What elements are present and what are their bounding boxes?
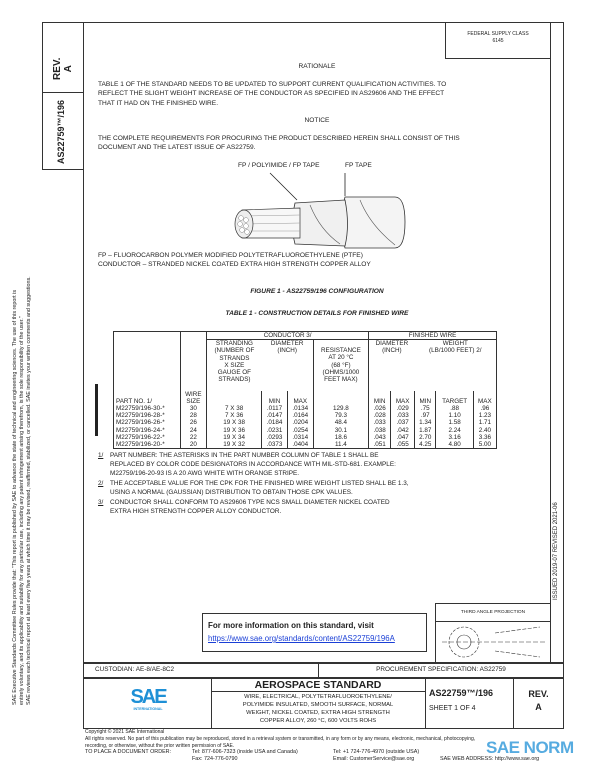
table-cell: .042 — [391, 427, 415, 434]
h-wire: WIRE SIZE — [180, 391, 207, 405]
table-cell: 1.71 — [473, 419, 496, 426]
table-cell: 20 — [180, 441, 207, 449]
h-stranding: STRANDING (NUMBER OF STRANDS X SIZE GAUGE OF STRANDS) — [207, 340, 262, 391]
table-cell: 24 — [180, 427, 207, 434]
table-cell: .96 — [473, 405, 496, 412]
h-max: MAX — [391, 391, 415, 405]
title-doc-number: AS22759™/196 — [429, 688, 494, 698]
wire-illustration — [220, 170, 420, 255]
table-cell: 26 — [180, 419, 207, 426]
table-cell: 4.25 — [415, 441, 436, 449]
rationale-title: RATIONALE — [298, 63, 336, 70]
table-cell: .047 — [391, 434, 415, 441]
construction-table — [113, 331, 497, 449]
label-outer-tape: FP TAPE — [345, 162, 372, 169]
sae-logo: SAE INTERNATIONAL — [130, 686, 166, 711]
table-cell: M22759/196-20-* — [114, 441, 181, 449]
order-label: TO PLACE A DOCUMENT ORDER: — [85, 749, 172, 755]
table-cell: M22759/196-22-* — [114, 434, 181, 441]
notice-title: NOTICE — [304, 117, 330, 124]
figure-legend: FP – FLUOROCARBON POLYMER MODIFIED POLYTETRAFLUOROETHYLENE (PTFE) CONDUCTOR – STRANDED NICKEL COATED EXTRA HIGH STRENGTH COPPER ALLOY — [98, 252, 371, 269]
table-cell: .0164 — [287, 412, 313, 419]
side-doc-number: AS22759™/196 — [56, 99, 66, 164]
table-cell: M22759/196-26-* — [114, 419, 181, 426]
table-cell: 129.8 — [313, 405, 369, 412]
notice-text: THE COMPLETE REQUIREMENTS FOR PROCURING THE PRODUCT DESCRIBED HEREIN SHALL CONSIST OF THIS DOCUMENT AND THE LATEST ISSUE OF AS22759. — [98, 135, 460, 152]
table-row — [114, 419, 497, 426]
projection-label: THIRD ANGLE PROJECTION — [460, 610, 526, 615]
watermark: SAE NORM — [486, 738, 574, 757]
third-angle-projection-icon — [440, 623, 550, 661]
h-resistance: RESISTANCE AT 20 °C (68 °F) (OHMS/1000 FEET MAX) — [313, 340, 369, 391]
table-cell: 19 X 36 — [207, 427, 262, 434]
footnote-2: 2/ THE ACCEPTABLE VALUE FOR THE CPK FOR THE FINISHED WIRE WEIGHT LISTED SHALL BE 1.3, USING A NORMAL (GAUSSIAN) DISTRIBUTION TO OBTAIN THOSE CPK VALUES. — [98, 480, 409, 496]
table-cell: .0117 — [262, 405, 288, 412]
h-max: MAX — [287, 391, 313, 405]
h-weight: WEIGHT (LB/1000 FEET) 2/ — [415, 340, 497, 355]
rationale-text: TABLE 1 OF THE STANDARD NEEDS TO BE UPDATED TO SUPPORT CURRENT QUALIFICATION ACTIVITIES. TO REFLECT THE SLIGHT WEIGHT INCREASE OF THE CONDUCTOR AS SPECIFIED IN AS29606 AND THE EFFECT THAT IT HAD ON THE FINISHED WIRE. — [98, 81, 447, 107]
table-row — [114, 441, 497, 449]
table-cell: 1.87 — [415, 427, 436, 434]
table-cell: 2.40 — [473, 427, 496, 434]
table-cell: .0314 — [287, 434, 313, 441]
table-cell: M22759/196-28-* — [114, 412, 181, 419]
table-cell: 5.00 — [473, 441, 496, 449]
table-cell: .038 — [369, 427, 391, 434]
table-cell: 1.10 — [436, 412, 473, 419]
aerospace-standard-heading: AEROSPACE STANDARD — [254, 679, 382, 691]
table-row — [114, 412, 497, 419]
table-cell: 3.16 — [436, 434, 473, 441]
table-cell: .0204 — [287, 419, 313, 426]
table-cell: 22 — [180, 434, 207, 441]
h-part: PART NO. 1/ — [114, 391, 181, 405]
custodian: CUSTODIAN: AE-8/AE-8C2 — [95, 666, 175, 673]
table-row — [114, 434, 497, 441]
table-cell: 2.24 — [436, 427, 473, 434]
table-row — [114, 405, 497, 412]
table-cell: .043 — [369, 434, 391, 441]
table-cell: 30 — [180, 405, 207, 412]
table-cell: 1.58 — [436, 419, 473, 426]
table-cell: .026 — [369, 405, 391, 412]
figure-caption: FIGURE 1 - AS22759/196 CONFIGURATION — [250, 288, 384, 295]
table-cell: .0147 — [262, 412, 288, 419]
table-cell: .028 — [369, 412, 391, 419]
table-cell: 11.4 — [313, 441, 369, 449]
table-cell: .037 — [391, 419, 415, 426]
change-bar — [95, 384, 98, 436]
footnote-1: 1/ PART NUMBER: THE ASTERISKS IN THE PART NUMBER COLUMN OF TABLE 1 SHALL BE REPLACED BY COLOR CODE DESIGNATORS IN ACCORDANCE WITH MIL-STD-681. EXAMPLE: M22759/196-20-93 IS A 20 AWG WHITE WITH ORANGE STRIPE. — [98, 452, 396, 477]
label-inner-tape: FP / POLYIMIDE / FP TAPE — [238, 162, 320, 169]
table-cell: 3.36 — [473, 434, 496, 441]
h-max: MAX — [473, 391, 496, 405]
table-cell: .75 — [415, 405, 436, 412]
table-cell: .033 — [391, 412, 415, 419]
fsc: FEDERAL SUPPLY CLASS 6145 — [467, 31, 529, 44]
table-cell: .033 — [369, 419, 391, 426]
title-description: WIRE, ELECTRICAL, POLYTETRAFLUOROETHYLENE/ POLYIMIDE INSULATED, SMOOTH SURFACE, NORMAL WEIGHT, NICKEL COATED, EXTRA HIGH STRENGTH COPPER ALLOY, 260 °C, 600 VOLTS ROHS — [242, 694, 394, 724]
h-min: MIN — [262, 391, 288, 405]
h-min: MIN — [369, 391, 391, 405]
sheet-number: SHEET 1 OF 4 — [429, 705, 476, 712]
table-cell: 4.80 — [436, 441, 473, 449]
table-cell: .0184 — [262, 419, 288, 426]
table-cell: 2.70 — [415, 434, 436, 441]
group-conductor: CONDUCTOR 3/ — [207, 332, 369, 340]
table-cell: .051 — [369, 441, 391, 449]
table-caption: TABLE 1 - CONSTRUCTION DETAILS FOR FINISHED WIRE — [225, 310, 409, 317]
table-cell: 1.23 — [473, 412, 496, 419]
h-min: MIN — [415, 391, 436, 405]
table-cell: M22759/196-24-* — [114, 427, 181, 434]
title-rev: REV. A — [528, 689, 549, 712]
order-intl: Tel: +1 724-776-4970 (outside USA) Email: CustomerService@sae.org — [333, 749, 420, 762]
table-cell: 7 X 38 — [207, 405, 262, 412]
disclaimer: SAE Executive Standards Committee Rules provide that: "This report is published by SAE to advance the state of technical and engineering sciences. The use of this report is entirely voluntary, and its applicability and suitability for any particular use, including any patent infringement arising therefrom, is the sole responsibility of the user." SAE reviews each technical report at least every five years at which time it may be revised, reaffirmed, stabilized, or cancelled. SAE invites your written comments and suggestions. — [12, 276, 32, 705]
group-finished: FINISHED WIRE — [369, 332, 497, 340]
h-diameter: DIAMETER (INCH) — [262, 340, 313, 355]
table-row — [114, 427, 497, 434]
table-cell: 19 X 32 — [207, 441, 262, 449]
side-rev: REV. A — [52, 57, 74, 80]
order-phone: Tel: 877-606-7323 (inside USA and Canada) Fax: 724-776-0790 — [192, 749, 298, 762]
table-cell: 1.34 — [415, 419, 436, 426]
table-cell: 18.6 — [313, 434, 369, 441]
table-cell: 30.1 — [313, 427, 369, 434]
table-cell: 19 X 34 — [207, 434, 262, 441]
copyright: Copyright © 2021 SAE International All rights reserved. No part of this publication may be reproduced, stored in a retrieval system or transmitted, in any form or by any means, electronic, mechanical, photocopying, recording, or otherwise, without the prior written permission of SAE. — [85, 729, 476, 749]
footnote-3: 3/ CONDUCTOR SHALL CONFORM TO AS29606 TYPE NCS SMALL DIAMETER NICKEL COATED EXTRA HIGH STRENGTH COPPER ALLOY CONDUCTOR. — [98, 499, 390, 515]
table-cell: .0231 — [262, 427, 288, 434]
table-cell: .029 — [391, 405, 415, 412]
table-cell: 48.4 — [313, 419, 369, 426]
table-cell: .0404 — [287, 441, 313, 449]
h-finished-diameter: DIAMETER (INCH) — [369, 340, 415, 355]
procurement-spec: PROCUREMENT SPECIFICATION: AS22759 — [376, 666, 506, 673]
table-cell: 79.3 — [313, 412, 369, 419]
info-box: For more information on this standard, visit https://www.sae.org/standards/content/AS22759/196A — [202, 613, 427, 652]
web-address[interactable]: SAE WEB ADDRESS: http://www.sae.org — [440, 756, 540, 762]
table-cell: .0134 — [287, 405, 313, 412]
table-cell: M22759/196-30-* — [114, 405, 181, 412]
table-cell: 7 X 36 — [207, 412, 262, 419]
h-target: TARGET — [436, 391, 473, 405]
issue-dates: ISSUED 2019-07 REVISED 2021-06 — [553, 502, 559, 600]
table-cell: .055 — [391, 441, 415, 449]
table-cell: 28 — [180, 412, 207, 419]
table-cell: .0373 — [262, 441, 288, 449]
table-cell: .0254 — [287, 427, 313, 434]
standard-link[interactable]: https://www.sae.org/standards/content/AS22759/196A — [208, 634, 395, 643]
table-cell: .0293 — [262, 434, 288, 441]
table-cell: .88 — [436, 405, 473, 412]
table-cell: 19 X 38 — [207, 419, 262, 426]
table-cell: .97 — [415, 412, 436, 419]
